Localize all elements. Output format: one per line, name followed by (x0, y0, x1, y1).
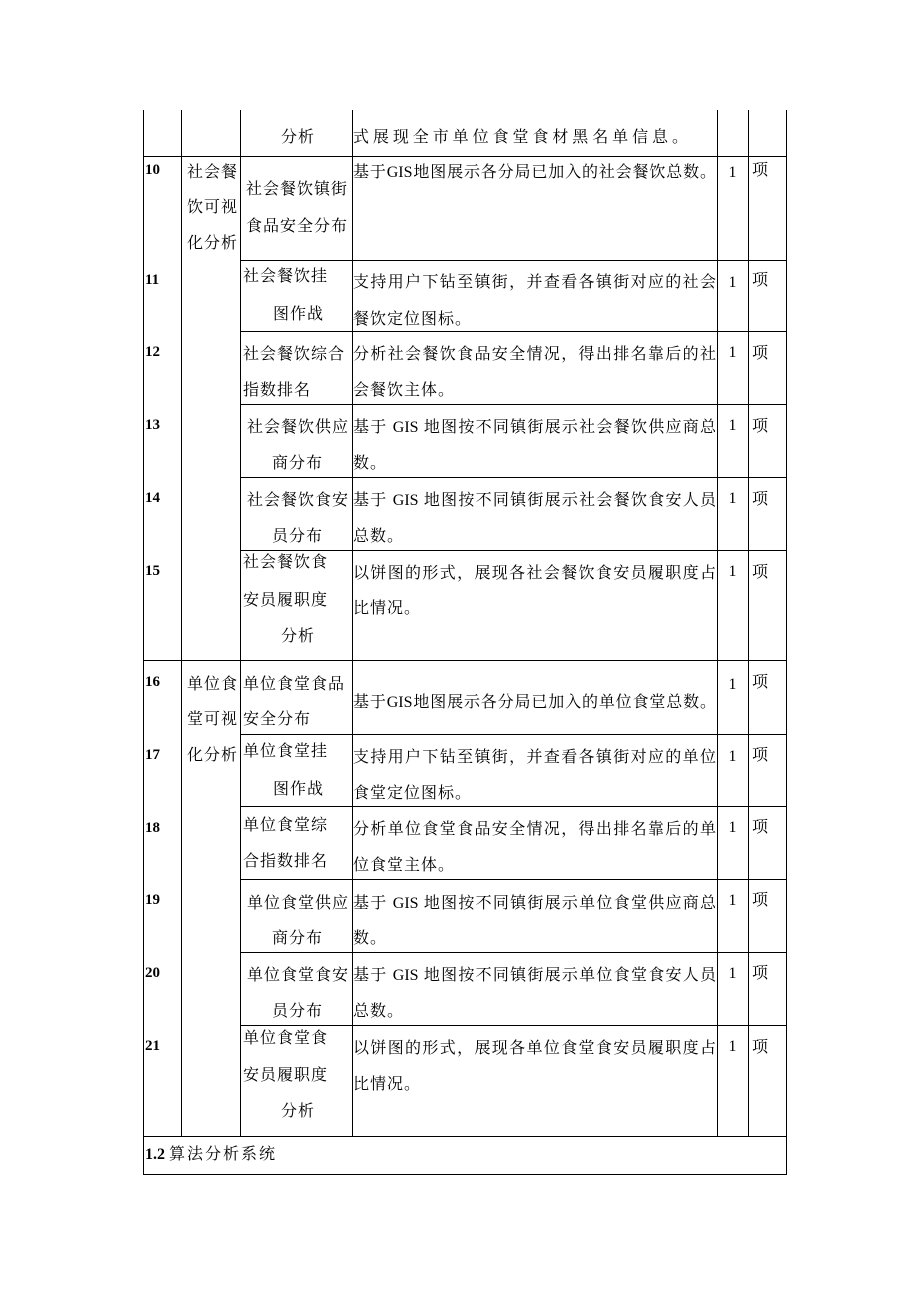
item-description: 比情况。 (353, 1076, 422, 1093)
item-description: 数。 (353, 455, 388, 472)
item-name: 安全分布 (243, 711, 312, 728)
category-label: 社会餐 (187, 164, 239, 181)
item-unit: 项 (752, 674, 770, 691)
item-name: 图作战 (273, 306, 325, 323)
item-name: 单位食堂食品 (243, 676, 346, 693)
item-number: 18 (145, 820, 160, 836)
item-name: 社会餐饮食安 (247, 492, 350, 509)
table-border-horizontal (240, 806, 787, 807)
item-number: 10 (145, 162, 160, 178)
table-border-horizontal (143, 156, 787, 157)
item-description: 食堂定位图标。 (353, 785, 473, 802)
item-description: 基于 GIS 地图按不同镇街展示社会餐饮食安人员 (353, 492, 716, 509)
item-description: 以饼图的形式，展现各社会餐饮食安员履职度占 (353, 565, 716, 582)
table-border-vertical (240, 110, 241, 1137)
item-quantity: 1 (728, 676, 737, 693)
table-border-horizontal (240, 1025, 787, 1026)
item-name: 指数排名 (243, 382, 312, 399)
item-description: 总数。 (353, 1003, 405, 1020)
item-name: 单位食堂食安 (247, 967, 350, 984)
table-border-horizontal (143, 1136, 787, 1137)
table-border-vertical (181, 110, 182, 1137)
section-title: 算法分析系统 (169, 1146, 278, 1163)
table-border-horizontal (240, 260, 787, 261)
item-name: 商分布 (272, 455, 324, 472)
category-label: 堂可视 (187, 711, 239, 728)
item-name: 社会餐饮食 (243, 554, 329, 571)
item-number: 17 (145, 747, 160, 763)
item-number: 12 (145, 344, 160, 360)
item-description: 基于 GIS 地图按不同镇街展示单位食堂供应商总 (353, 895, 716, 912)
item-description: 基于GIS地图展示各分局已加入的社会餐饮总数。 (353, 164, 716, 181)
section-number: 1.2 (145, 1146, 165, 1163)
item-quantity: 1 (728, 748, 737, 765)
item-description: 分析社会餐饮食品安全情况，得出排名靠后的社 (353, 346, 716, 363)
item-name: 员分布 (272, 528, 324, 545)
item-description: 以饼图的形式，展现各单位食堂食安员履职度占 (353, 1040, 716, 1057)
item-name: 单位食堂食 (243, 1030, 329, 1047)
item-name: 安员履职度 (243, 1067, 329, 1084)
item-number: 15 (145, 563, 160, 579)
category-label: 饮可视 (187, 199, 239, 216)
table-border-horizontal (143, 1174, 787, 1175)
category-label: 化分析 (187, 235, 239, 252)
item-description: 餐饮定位图标。 (353, 311, 473, 328)
table-border-horizontal (240, 952, 787, 953)
item-quantity: 1 (728, 563, 737, 580)
item-description: 会餐饮主体。 (353, 382, 456, 399)
item-name: 分析 (281, 129, 316, 146)
item-number: 13 (145, 417, 160, 433)
table-border-horizontal (240, 550, 787, 551)
item-name: 商分布 (272, 930, 324, 947)
item-name: 食品安全分布 (246, 218, 349, 235)
item-unit: 项 (752, 272, 770, 289)
table-border-horizontal (240, 879, 787, 880)
item-description: 数。 (353, 930, 388, 947)
category-label: 化分析 (187, 747, 239, 764)
item-quantity: 1 (728, 344, 737, 361)
item-name: 社会餐饮镇街 (246, 181, 349, 198)
item-name: 分析 (281, 1103, 316, 1120)
table-border-horizontal (240, 331, 787, 332)
item-quantity: 1 (728, 164, 737, 181)
item-description: 总数。 (353, 528, 405, 545)
item-name: 安员履职度 (243, 592, 329, 609)
item-unit: 项 (752, 345, 770, 362)
item-name: 社会餐饮综合 (243, 346, 346, 363)
item-quantity: 1 (728, 274, 737, 291)
item-name: 社会餐饮挂 (243, 268, 329, 285)
table-border-vertical (786, 110, 787, 1175)
item-description: 比情况。 (353, 600, 422, 617)
item-name: 社会餐饮供应 (247, 419, 350, 436)
item-number: 11 (145, 272, 160, 288)
item-quantity: 1 (728, 490, 737, 507)
item-description: 式展现全市单位食堂食材黑名单信息。 (353, 129, 688, 146)
item-unit: 项 (752, 418, 770, 435)
item-quantity: 1 (728, 892, 737, 909)
item-quantity: 1 (728, 965, 737, 982)
item-number: 16 (145, 674, 160, 690)
item-number: 14 (145, 490, 160, 506)
item-unit: 项 (752, 819, 770, 836)
item-description: 基于 GIS 地图按不同镇街展示社会餐饮供应商总 (353, 419, 716, 436)
item-quantity: 1 (728, 417, 737, 434)
item-description: 分析单位食堂食品安全情况，得出排名靠后的单 (353, 821, 716, 838)
item-unit: 项 (752, 564, 770, 581)
item-unit: 项 (752, 892, 770, 909)
table-border-horizontal (240, 477, 787, 478)
table-border-vertical (143, 110, 144, 1175)
item-name: 员分布 (272, 1003, 324, 1020)
item-name: 图作战 (273, 781, 325, 798)
item-number: 19 (145, 892, 160, 908)
item-unit: 项 (752, 491, 770, 508)
item-name: 单位食堂综 (243, 817, 329, 834)
table-border-horizontal (143, 660, 787, 661)
item-unit: 项 (752, 747, 770, 764)
item-unit: 项 (752, 162, 770, 179)
item-description: 基于 GIS 地图按不同镇街展示单位食堂食安人员 (353, 967, 716, 984)
table-border-vertical (748, 110, 749, 1137)
item-description: 支持用户下钻至镇街，并查看各镇街对应的单位 (353, 749, 716, 766)
item-name: 合指数排名 (243, 853, 329, 870)
item-name: 单位食堂供应 (247, 895, 350, 912)
item-description: 支持用户下钻至镇街，并查看各镇街对应的社会 (353, 274, 716, 291)
item-name: 单位食堂挂 (243, 743, 329, 760)
item-quantity: 1 (728, 1038, 737, 1055)
item-description: 位食堂主体。 (353, 857, 456, 874)
item-description: 基于GIS地图展示各分局已加入的单位食堂总数。 (353, 694, 716, 711)
table-border-horizontal (240, 404, 787, 405)
item-unit: 项 (752, 965, 770, 982)
item-number: 21 (145, 1038, 160, 1054)
item-name: 分析 (281, 628, 316, 645)
category-label: 单位食 (187, 676, 239, 693)
table-border-horizontal (240, 734, 787, 735)
item-number: 20 (145, 965, 160, 981)
item-unit: 项 (752, 1039, 770, 1056)
item-quantity: 1 (728, 819, 737, 836)
